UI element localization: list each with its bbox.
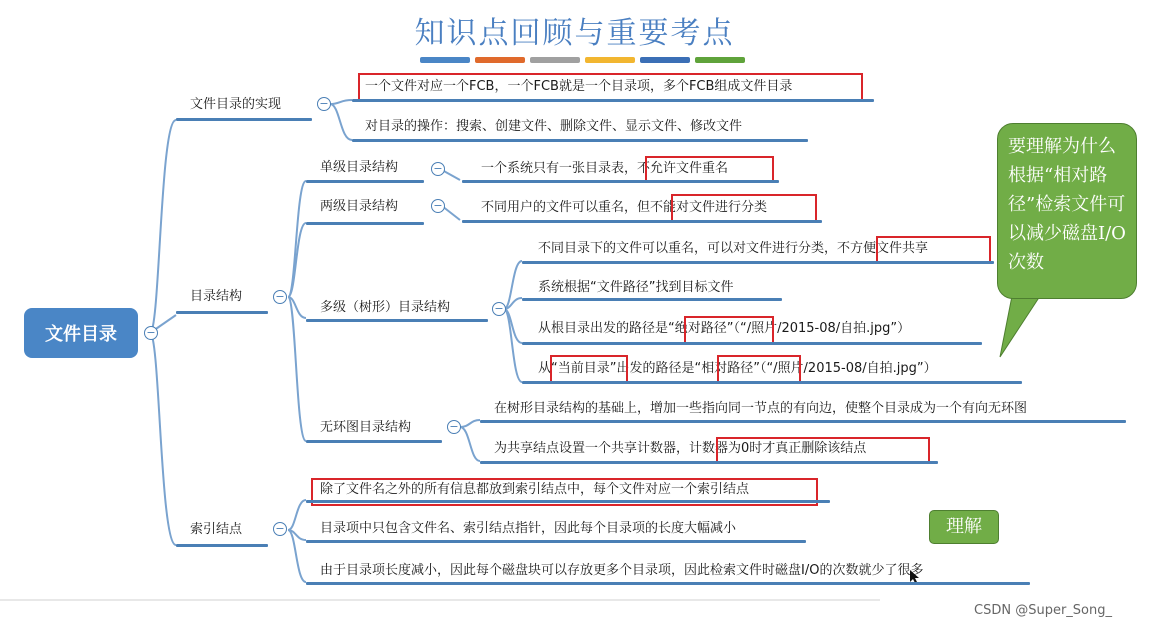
collapse-toggle-struct[interactable]: −	[273, 290, 287, 304]
collapse-toggle-multi[interactable]: −	[492, 302, 506, 316]
highlight-box-fcb	[358, 73, 863, 102]
root-node-label: 文件目录	[45, 324, 117, 345]
index-item-entry: 目录项中只包含文件名、索引结点指针，因此每个目录项的长度大幅减小	[320, 521, 737, 536]
impl-item-ops: 对目录的操作：搜索、创建文件、删除文件、显示文件、修改文件	[365, 119, 743, 134]
node-multi[interactable]: 多级（树形）目录结构	[320, 300, 451, 315]
node-impl[interactable]: 文件目录的实现	[190, 97, 282, 112]
index-item-inode-underline	[306, 500, 830, 503]
node-two-underline	[306, 222, 424, 225]
title-bar-navy	[640, 57, 690, 63]
multi-item-share-underline	[522, 261, 994, 264]
node-multi-underline	[306, 319, 488, 322]
highlight-box-absolute	[684, 316, 774, 344]
node-index[interactable]: 索引结点	[190, 522, 243, 537]
two-item-text: 不同用户的文件可以重名，但不能对文件进行分类	[481, 200, 768, 215]
collapse-toggle-impl[interactable]: −	[317, 97, 331, 111]
highlight-box-current-dir	[550, 355, 628, 383]
multi-item-absolute: 从根目录出发的路径是“绝对路径”（“/照片/2015-08/自拍.jpg”）	[538, 321, 911, 336]
multi-item-absolute-underline	[522, 342, 982, 345]
index-item-io: 由于目录项长度减小，因此每个磁盘块可以存放更多个目录项，因此检索文件时磁盘I/O的次数就少了很多	[320, 563, 924, 578]
impl-item-ops-underline	[352, 139, 808, 142]
acyclic-item-dag: 在树形目录结构的基础上，增加一些指向同一节点的有向边，使整个目录成为一个有向无环图	[494, 401, 1028, 416]
node-single[interactable]: 单级目录结构	[320, 160, 399, 175]
highlight-box-counter	[716, 437, 930, 464]
understand-tag: 理解	[929, 510, 999, 544]
bottom-divider	[0, 599, 880, 601]
title-bar-orange	[475, 57, 525, 63]
collapse-toggle-index[interactable]: −	[273, 522, 287, 536]
title-bar-gray	[530, 57, 580, 63]
node-acyclic-underline	[306, 440, 442, 443]
page-title: 知识点回顾与重要考点	[414, 16, 735, 51]
acyclic-item-counter: 为共享结点设置一个共享计数器，计数器为0时才真正删除该结点	[494, 441, 867, 456]
index-item-inode: 除了文件名之外的所有信息都放到索引结点中，每个文件对应一个索引结点	[320, 482, 750, 497]
title-bar-green	[695, 57, 745, 63]
collapse-toggle-two[interactable]: −	[431, 199, 445, 213]
node-single-underline	[306, 180, 424, 183]
index-item-io-underline	[306, 582, 1030, 585]
highlight-box-no-classify	[671, 194, 817, 222]
collapse-toggle-root[interactable]: −	[144, 326, 158, 340]
node-two[interactable]: 两级目录结构	[320, 199, 399, 214]
watermark: CSDN @Super_Song_	[974, 603, 1112, 618]
collapse-toggle-single[interactable]: −	[431, 162, 445, 176]
multi-item-path-underline	[522, 298, 782, 301]
root-node[interactable]	[24, 308, 138, 358]
callout-bubble: 要理解为什么根据“相对路径”检索文件可以减少磁盘I/O次数	[997, 123, 1137, 299]
collapse-toggle-acyclic[interactable]: −	[447, 420, 461, 434]
node-struct[interactable]: 目录结构	[190, 289, 243, 304]
acyclic-item-dag-underline	[480, 420, 1126, 423]
title-bar-yellow	[585, 57, 635, 63]
multi-item-path: 系统根据“文件路径”找到目标文件	[538, 280, 734, 295]
multi-item-relative-underline	[522, 381, 1022, 384]
node-struct-underline	[176, 311, 268, 314]
multi-item-relative: 从“当前目录”出发的路径是“相对路径”（“/照片/2015-08/自拍.jpg”）	[538, 361, 937, 376]
highlight-box-no-share	[876, 236, 991, 264]
impl-item-fcb: 一个文件对应一个FCB，一个FCB就是一个目录项，多个FCB组成文件目录	[365, 79, 793, 94]
highlight-box-no-duplicate	[645, 156, 774, 183]
node-acyclic[interactable]: 无环图目录结构	[320, 420, 412, 435]
multi-item-share: 不同目录下的文件可以重名，可以对文件进行分类，不方便文件共享	[538, 241, 929, 256]
title-bar-blue	[420, 57, 470, 63]
highlight-box-relative	[717, 355, 801, 383]
single-item-text: 一个系统只有一张目录表，不允许文件重名	[481, 161, 729, 176]
acyclic-item-counter-underline	[480, 461, 938, 464]
single-item-underline	[462, 180, 779, 183]
node-impl-underline	[176, 118, 312, 121]
index-item-entry-underline	[306, 540, 806, 543]
node-index-underline	[176, 544, 268, 547]
impl-item-fcb-underline	[352, 99, 874, 102]
two-item-underline	[462, 220, 822, 223]
